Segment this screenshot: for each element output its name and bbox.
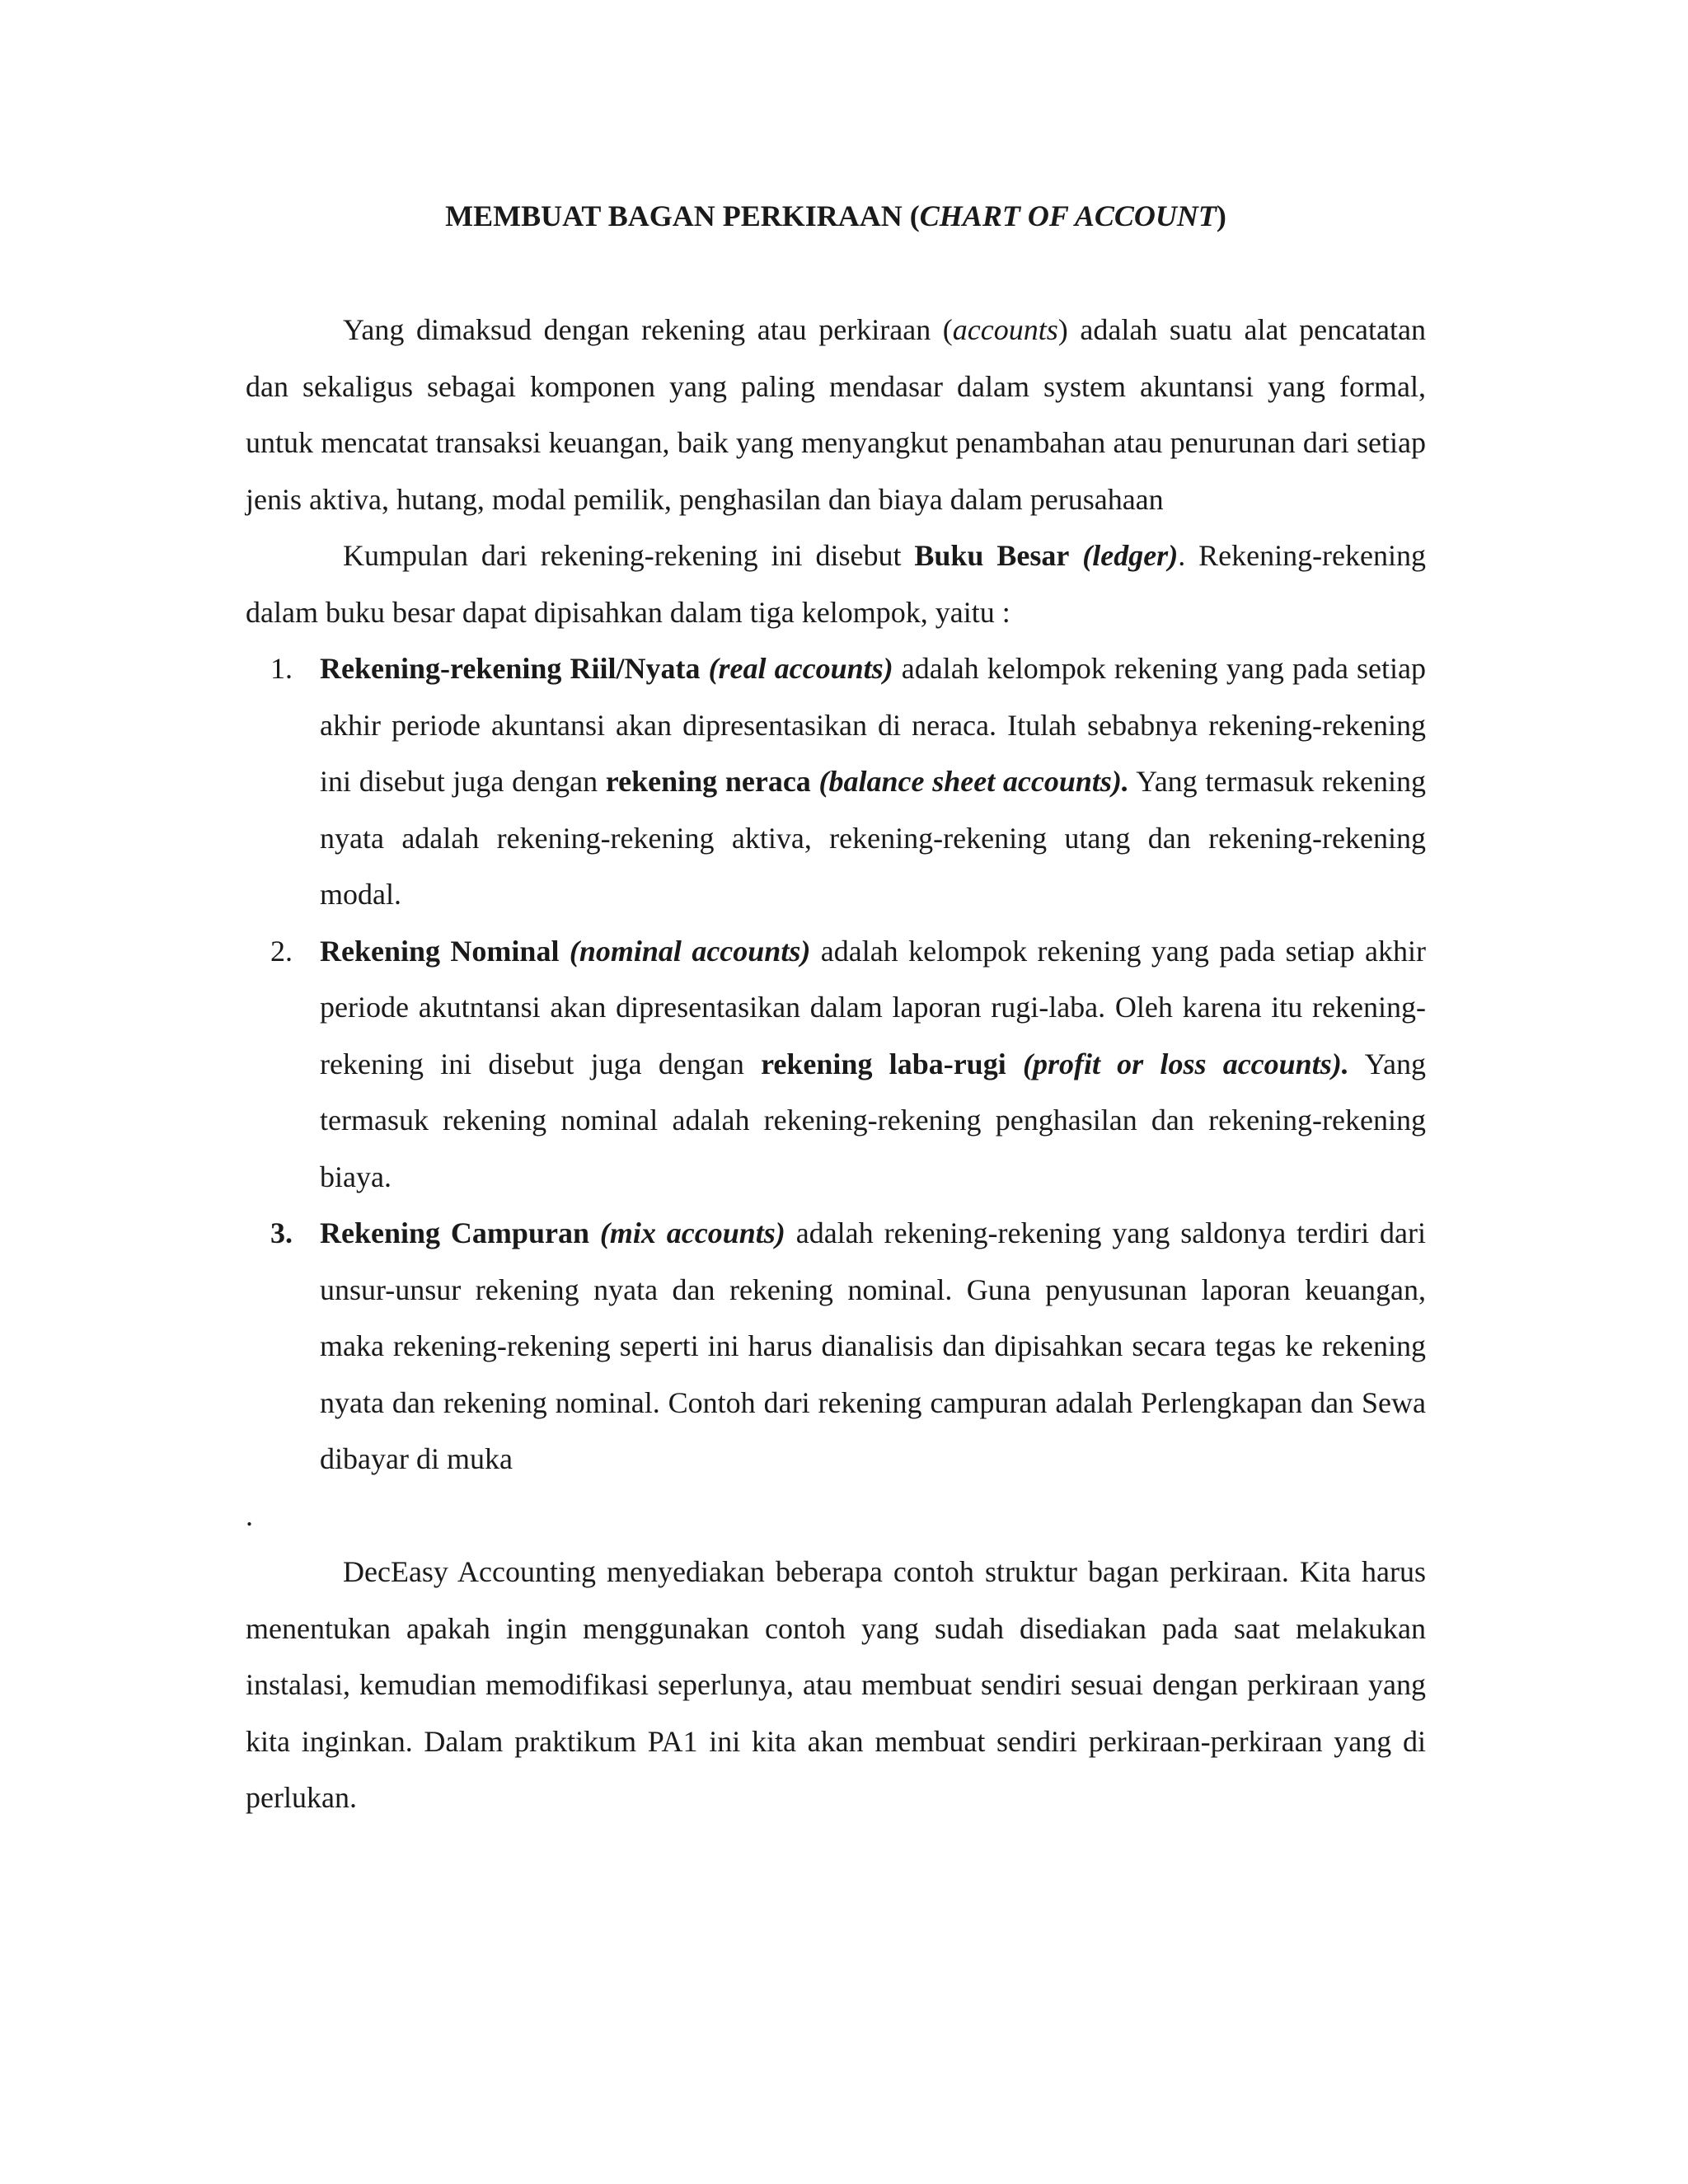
list-item-text1: adalah kelompok rekening yang pada setiap akhir periode akuntansi akan dipresentasikan di neraca. Itulah sebabnya rekening-rekening ini disebut juga dengan [320, 652, 1426, 798]
list-item-bold2: rekening neraca [605, 765, 811, 798]
list-item-bold2: rekening laba-rugi [761, 1047, 1006, 1080]
list-item-bold: Rekening Campuran [320, 1216, 589, 1249]
account-group-list [246, 640, 1426, 1488]
title-close: ) [1216, 199, 1226, 232]
list-item-space2 [1006, 1047, 1023, 1080]
list-number: 1. [270, 652, 293, 685]
para2-space [1069, 539, 1082, 572]
paragraph-ledger [246, 527, 1426, 640]
list-number: 3. [270, 1216, 293, 1249]
para1-text2: ) adalah suatu alat pencatatan dan sekaligus sebagai komponen yang paling mendasar dalam system akuntansi yang formal, untuk mencatat transaksi keuangan, baik yang menyangkut penambahan atau penurunan dari setiap jenis aktiva, hutang, modal pemilik, penghasilan dan biaya dalam perusahaan [246, 313, 1426, 516]
list-item-text1: adalah rekening-rekening yang saldonya terdiri dari unsur-unsur rekening nyata dan rekening nominal. Guna penyusunan laporan keuangan, maka rekening-rekening seperti ini harus dianalisis dan dipisahkan secara tegas ke rekening nyata dan rekening nominal. Contoh dari rekening campuran adalah Perlengkapan dan Sewa dibayar di muka [320, 1216, 1426, 1475]
list-item-bold-italic2: (profit or loss accounts). [1022, 1047, 1349, 1080]
para1-italic: accounts [952, 313, 1058, 346]
page-title [246, 188, 1426, 244]
separator-dot: . [246, 1498, 253, 1532]
para2-bold: Buku Besar [914, 539, 1070, 572]
body-text [246, 302, 1426, 1826]
list-item-space [589, 1216, 600, 1249]
list-item-space [559, 935, 569, 968]
list-item-bold-italic: (real accounts) [708, 652, 893, 685]
list-item [246, 1205, 1426, 1488]
list-item-text2: Yang termasuk rekening nominal adalah rekening-rekening penghasilan dan rekening-rekening biaya. [320, 1047, 1426, 1193]
list-item-space2 [811, 765, 819, 798]
para2-text2: . Rekening-rekening dalam buku besar dapat dipisahkan dalam tiga kelompok, yaitu : [246, 539, 1426, 629]
list-number: 2. [270, 934, 293, 968]
title-italic: CHART OF ACCOUNT [919, 199, 1217, 232]
paragraph-deceasy: DecEasy Accounting menyediakan beberapa contoh struktur bagan perkiraan. Kita harus menentukan apakah ingin menggunakan contoh yang sudah disediakan pada saat melakukan instalasi, kemudian memodifikasi seperlunya, atau membuat sendiri sesuai dengan perkiraan yang kita inginkan. Dalam praktikum PA1 ini kita akan membuat sendiri perkiraan-perkiraan yang di perlukan. [246, 1555, 1426, 1814]
list-item [246, 640, 1426, 923]
list-item-bold: Rekening-rekening Riil/Nyata [320, 652, 701, 685]
list-item-text2: Yang termasuk rekening nyata adalah rekening-rekening aktiva, rekening-rekening utang dan rekening-rekening modal. [320, 765, 1427, 911]
list-item-bold-italic: (nominal accounts) [569, 934, 811, 968]
title-main: MEMBUAT BAGAN PERKIRAAN ( [445, 199, 920, 232]
list-item-space [700, 652, 708, 685]
list-item-bold-italic: (mix accounts) [599, 1216, 785, 1249]
list-item [246, 923, 1426, 1206]
list-item-bold-italic2: (balance sheet accounts). [818, 765, 1129, 798]
para1-text1: Yang dimaksud dengan rekening atau perkiraan ( [343, 313, 953, 346]
paragraph-definition [246, 302, 1426, 527]
para2-text1: Kumpulan dari rekening-rekening ini disebut [343, 539, 915, 572]
para2-bold-italic: (ledger) [1082, 539, 1179, 572]
list-item-bold: Rekening Nominal [320, 934, 560, 968]
list-item-text1: adalah kelompok rekening yang pada setiap akhir periode akutntansi akan dipresentasikan dalam laporan rugi-laba. Oleh karena itu rekening-rekening ini disebut juga dengan [320, 934, 1426, 1080]
